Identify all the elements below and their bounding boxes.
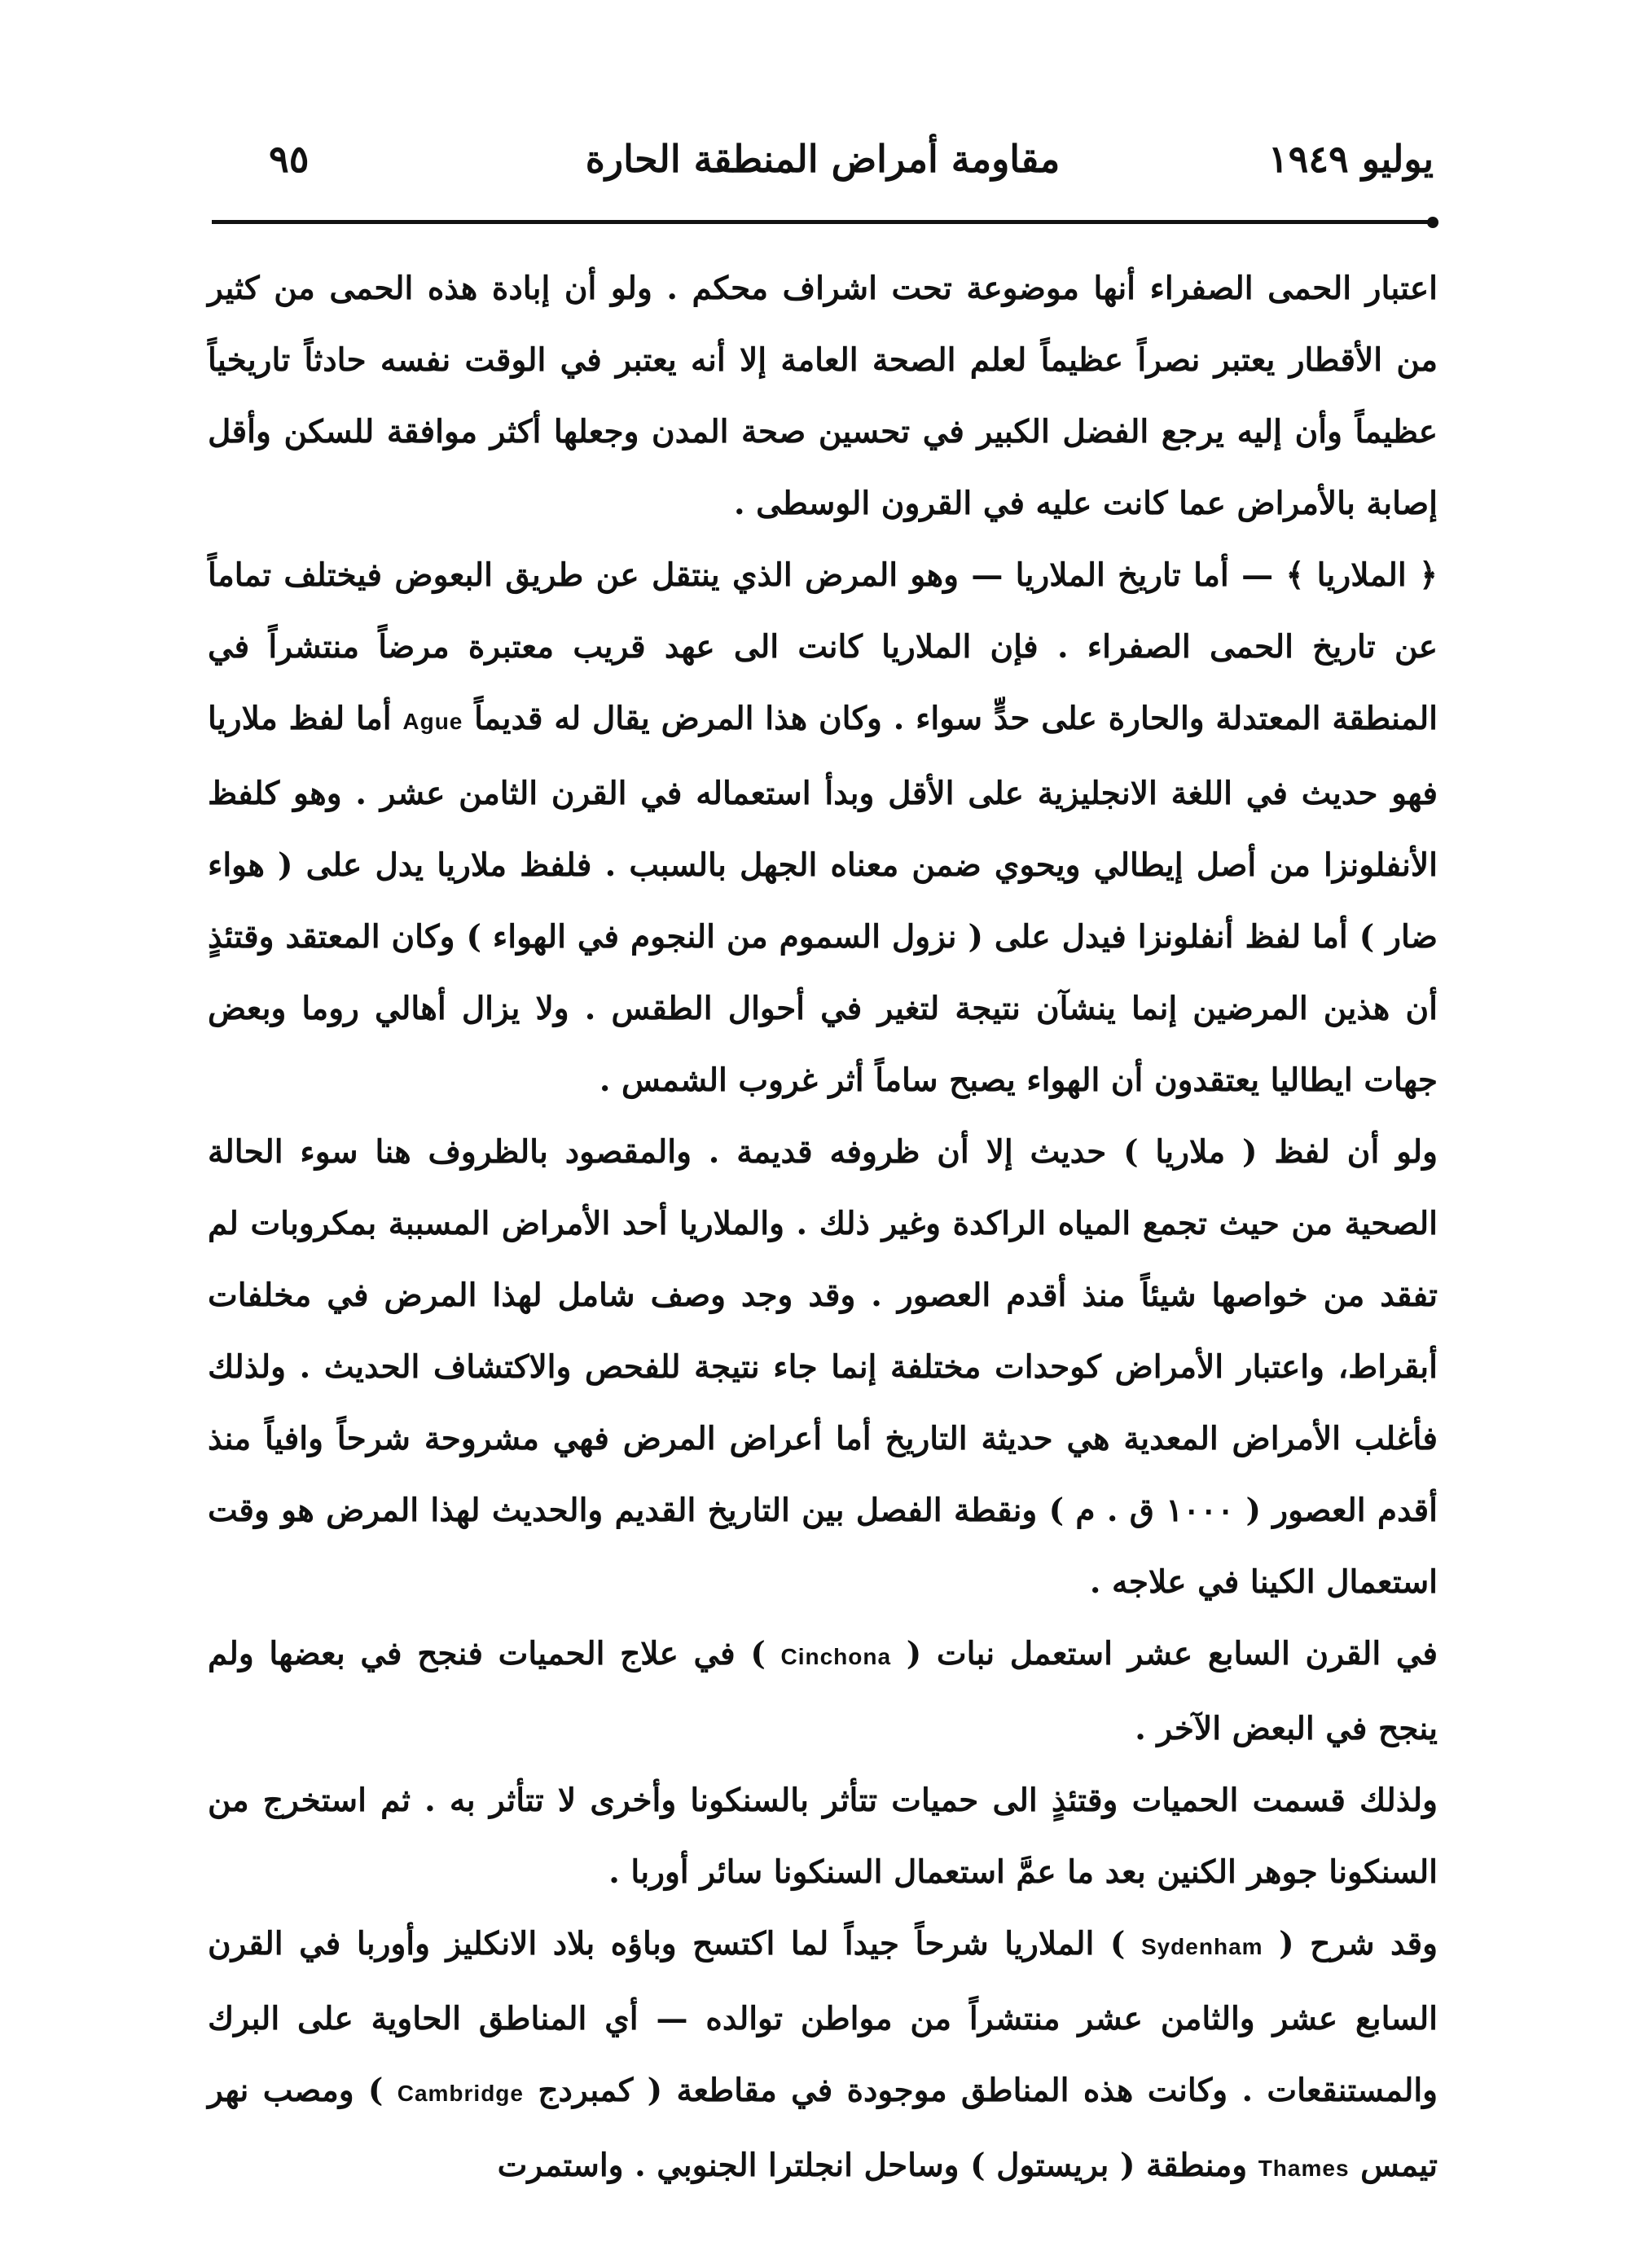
page-number: ٩٥	[269, 137, 310, 181]
article-body	[208, 253, 1438, 2204]
paragraph-text: ) في علاج الحميات فنجح في بعضها ولم ينجح في البعض الآخر .	[208, 1635, 1438, 1747]
paragraph	[208, 1618, 1438, 1765]
latin-term: Sydenham	[1140, 1934, 1263, 1959]
header-rule	[212, 220, 1438, 224]
paragraph	[208, 1908, 1438, 2204]
header-rule-dot	[1427, 217, 1438, 228]
paragraph-text: ومنطقة ( بريستول ) وساحل انجلترا الجنوبي . واستمرت	[497, 2147, 1258, 2184]
header-date: يوليو ١٩٤٩	[1267, 137, 1434, 181]
latin-term: Thames	[1258, 2156, 1350, 2181]
paragraph-text: في القرن السابع عشر استعمل نبات (	[891, 1635, 1438, 1672]
page-header	[212, 122, 1434, 204]
latin-term: Cinchona	[780, 1644, 892, 1669]
latin-term: Cambridge	[397, 2081, 524, 2106]
paragraph-text: أما لفظ ملاريا فهو حديث في اللغة الانجليزية على الأقل وبدأ استعماله في القرن الثامن عشر . وهو كلفظ الأنفلونزا من أصل إيطالي ويحوي ضمن معناه الجهل بالسبب . فلفظ ملاريا يدل على ( هواء ضار ) أما لفظ أنفلونزا فيدل على ( نزول السموم من النجوم في الهواء ) وكان المعتقد وقتئذٍ أن هذين المرضين إنما ينشآن نتيجة لتغير في أحوال الطقس . ولا يزال أهالي روما وبعض جهات ايطاليا يعتقدون أن الهواء يصبح ساماً أثر غروب الشمس .	[208, 700, 1438, 1099]
paragraph-text: وقد شرح (	[1263, 1925, 1438, 1963]
paragraph-text: ) الملاريا شرحاً جيداً لما اكتسح وباؤه بلاد الانكليز وأوربا في القرن السابع عشر والثامن عشر منتشراً من مواطن توالده — أي المناطق الحاوية على البرك والمستنقعات . وكانت هذه المناطق موجودة في مقاطعة ( كمبردج	[208, 1925, 1438, 2109]
paragraph-text: ولو أن لفظ ( ملاريا ) حديث إلا أن ظروفه قديمة . والمقصود بالظروف هنا سوء الحالة الصحية من حيث تجمع المياه الراكدة وغير ذلك . والملاريا أحد الأمراض المسببة بمكروبات لم تفقد من خواصها شيئاً منذ أقدم العصور . وقد وجد وصف شامل لهذا المرض في مخلفات أبقراط، واعتبار الأمراض كوحدات مختلفة إنما جاء نتيجة للفحص والاكتشاف الحديث . ولذلك فأغلب الأمراض المعدية هي حديثة التاريخ أما أعراض المرض فهي مشروحة شرحاً وافياً منذ أقدم العصور ( ١٠٠٠ ق . م ) ونقطة الفصل بين التاريخ القديم والحديث لهذا المرض هو وقت استعمال الكينا في علاجه .	[208, 1133, 1438, 1601]
header-title: مقاومة أمراض المنطقة الحارة	[585, 137, 1061, 181]
paragraph-text: اعتبار الحمى الصفراء أنها موضوعة تحت اشراف محكم . ولو أن إبادة هذه الحمى من كثير من الأقطار يعتبر نصراً عظيماً لعلم الصحة العامة إلا أنه يعتبر في الوقت نفسه حادثاً تاريخياً عظيماً وأن إليه يرجع الفضل الكبير في تحسين صحة المدن وجعلها أكثر موافقة للسكن وأقل إصابة بالأمراض عما كانت عليه في القرون الوسطى .	[208, 270, 1438, 522]
paragraph	[208, 1765, 1438, 1908]
paragraph-text: ﴿ الملاريا ﴾ — أما تاريخ الملاريا — وهو المرض الذي ينتقل عن طريق البعوض فيختلف تماماً عن تاريخ الحمى الصفراء . فإن الملاريا كانت الى عهد قريب معتبرة مرضاً منتشراً في المنطقة المعتدلة والحارة على حدٍّ سواء . وكان هذا المرض يقال له قديماً	[208, 556, 1438, 737]
latin-term: Ague	[402, 709, 463, 734]
paragraph	[208, 539, 1438, 1116]
paragraph	[208, 1116, 1438, 1618]
paragraph-text: ولذلك قسمت الحميات وقتئذٍ الى حميات تتأثر بالسنكونا وأخرى لا تتأثر به . ثم استخرج من السنكونا جوهر الكنين بعد ما عمَّ استعمال السنكونا سائر أوربا .	[208, 1782, 1438, 1891]
paragraph	[208, 253, 1438, 539]
paragraph-text: ) ومصب نهر تيمس	[208, 2072, 1438, 2184]
